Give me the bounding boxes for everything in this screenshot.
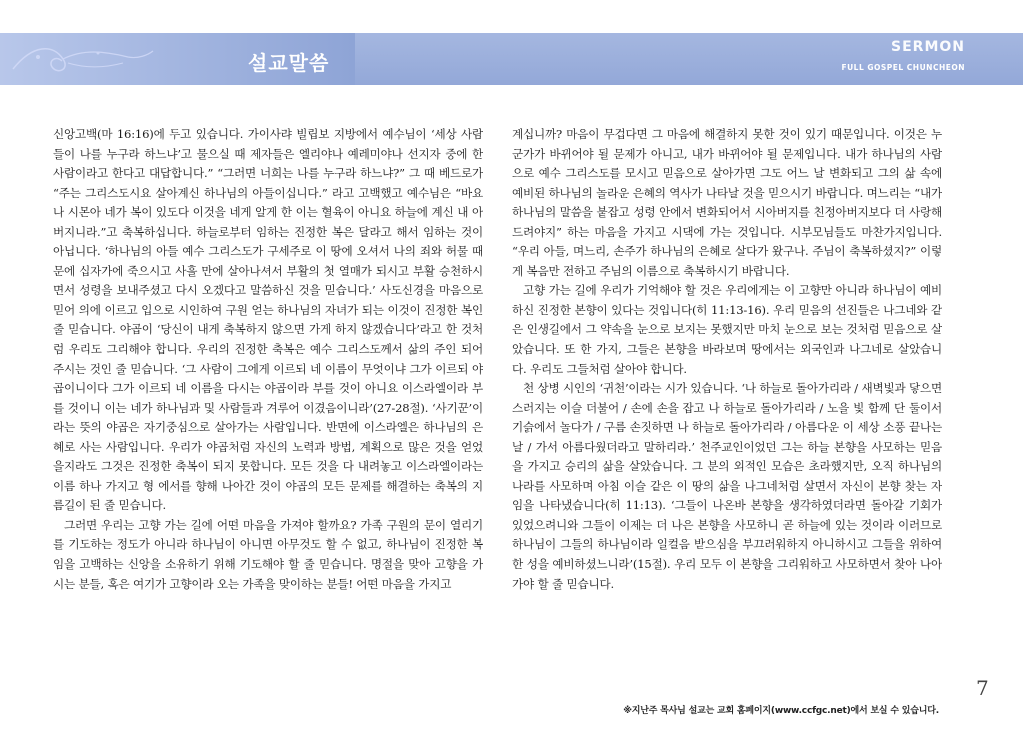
- brand-block: [841, 39, 965, 72]
- right-text-column: [512, 125, 942, 680]
- left-paragraph-1: 신앙고백(마 16:16)에 두고 있습니다. 가이사랴 빌립보 지방에서 예수님이 ‘세상 사람들이 나를 누구라 하느냐’고 물으실 때 제자들은 엘리야나 예레미야나 선지자 중에 한 사람이라고 한다고 대답합니다.” “그러면 너희는 나를 누구라 하느냐?” 그 때 베드로가 “주는 그리스도시요 살아계신 하나님의 아들이십니다.” 라고 고백했고 예수님은 “바요나 시몬아 네가 복이 있도다 이것을 네게 알게 한 이는 혈육이 아니요 하늘에 계신 내 아버지니라.”고 축복하십니다. 하늘로부터 임하는 진정한 복은 달라고 해서 임하는 것이 아닙니다. ‘하나님의 아들 예수 그리스도가 구세주로 이 땅에 오셔서 나의 죄와 허물 때문에 십자가에 죽으시고 사흘 만에 살아나셔서 부활의 첫 열매가 되시고 부활 승천하시면서 성령을 보내주셨고 다시 오겠다고 말씀하신 것을 믿습니다.’ 사도신경을 마음으로 믿어 의에 이르고 입으로 시인하여 구원 얻는 하나님의 자녀가 되는 이것이 진정한 복인 줄 믿습니다. 야곱이 ‘당신이 내게 축복하지 않으면 가게 하지 않겠습니다’라고 한 것처럼 우리도 그리해야 합니다. 우리의 진정한 축복은 예수 그리스도께서 삶의 주인 되어 주시는 것인 줄 믿습니다. ‘그 사람이 그에게 이르되 네 이름이 무엇이냐 그가 이르되 야곱이니이다 그가 이르되 네 이름을 다시는 야곱이라 부를 것이 아니요 이스라엘이라 부를 것이니 이는 네가 하나님과 및 사람들과 겨루어 이겼음이니라’(27-28절). ‘사기꾼’이라는 뜻의 야곱은 자기중심으로 살아가는 사람입니다. 반면에 이스라엘은 하나님의 은혜로 사는 사람입니다. 우리가 야곱처럼 자신의 노력과 방법, 계획으로 많은 것을 얻었을지라도 그것은 진정한 축복이 되지 못합니다. 모든 것을 다 내려놓고 이스라엘이라는 이름 하나 가지고 형 에서를 향해 나아간 것이 야곱의 모든 문제를 해결하는 축복의 지름길이 된 줄 믿습니다.: [53, 127, 483, 513]
- right-paragraph-3: 천 상병 시인의 ‘귀천’이라는 시가 있습니다. ‘나 하늘로 돌아가리라 / 새벽빛과 닿으면 스러지는 이슬 더불어 / 손에 손을 잡고 나 하늘로 돌아가리라 / 노을 빛 함께 단 둘이서 기슭에서 놀다가 / 구름 손짓하면 나 하늘로 돌아가리라 / 아름다운 이 세상 소풍 끝나는 날 / 가서 아름다웠더라고 말하리라.’ 천주교인이었던 그는 하늘 본향을 사모하는 믿음을 가지고 승리의 삶을 살았습니다. 그 분의 외적인 모습은 초라했지만, 오직 하나님의 나라를 사모하며 아침 이슬 같은 이 땅의 삶을 나그네처럼 살면서 자신이 본향 찾는 자임을 나타냈습니다(히 11:13). ‘그들이 나온바 본향을 생각하였더라면 돌아갈 기회가 있었으려니와 그들이 이제는 더 나은 본향을 사모하니 곧 하늘에 있는 것이라 이러므로 하나님이 그들의 하나님이라 일컬음 받으심을 부끄러워하지 아니하시고 그들을 위하여 한 성을 예비하셨느니라’(15절). 우리 모두 이 본향을 그리워하고 사모하면서 찾아 나아가야 할 줄 믿습니다.: [512, 381, 942, 591]
- left-text-column: [53, 125, 483, 680]
- page-title: 설교말씀: [248, 51, 330, 75]
- ornament-swirl-icon: [8, 39, 158, 79]
- right-paragraph-1: 계십니까? 마음이 무겁다면 그 마음에 해결하지 못한 것이 있기 때문입니다. 이것은 누군가가 바뀌어야 될 문제가 아니고, 내가 바뀌어야 될 문제입니다. 내가 하나님의 사람으로 예수 그리스도를 모시고 믿음으로 살아가면 그도 어느 날 변화되고 그의 삶 속에 예비된 하나님의 놀라운 은혜의 역사가 나타날 것을 믿으시기 바랍니다. 며느리는 “내가 하나님의 말씀을 붙잡고 성령 안에서 변화되어서 시아버지를 친정아버지보다 더 사랑해드려야지” 하는 마음을 가지고 시댁에 가는 것입니다. 시부모님들도 마찬가지입니다. “우리 아들, 며느리, 손주가 하나님의 은혜로 살다가 왔구나. 주님이 축복하셨지?” 이렇게 복음만 전하고 주님의 이름으로 축복하시기 바랍니다.: [512, 127, 942, 278]
- brand-sermon-label: SERMON: [891, 39, 965, 55]
- footnote: ※지난주 목사님 설교는 교회 홈페이지(www.ccfgc.net)에서 보실 수 있습니다.: [623, 706, 939, 716]
- header-title-tab: [0, 33, 355, 85]
- page-number: 7: [976, 676, 989, 700]
- header-band: [0, 33, 1023, 85]
- right-paragraph-2: 고향 가는 길에 우리가 기억해야 할 것은 우리에게는 이 고향만 아니라 하나님이 예비하신 진정한 본향이 있다는 것입니다(히 11:13-16). 우리 믿음의 선진들은 나그네와 같은 인생길에서 그 약속을 눈으로 보지는 못했지만 마치 눈으로 보는 것처럼 믿음으로 살았습니다. 또 한 가지, 그들은 본향을 바라보며 땅에서는 외국인과 나그네로 살았습니다. 우리도 그들처럼 살아야 합니다.: [512, 283, 942, 376]
- left-paragraph-2: 그러면 우리는 고향 가는 길에 어떤 마음을 가져야 할까요? 가족 구원의 문이 열리기를 기도하는 정도가 아니라 하나님이 아니면 아무것도 할 수 없고, 하나님이 진정한 복임을 고백하는 신앙을 소유하기 위해 기도해야 할 줄 믿습니다. 명절을 맞아 고향을 가시는 분들, 혹은 여기가 고향이라 오는 가족을 맞이하는 분들! 어떤 마음을 가지고: [53, 517, 483, 591]
- brand-church-label: FULL GOSPEL CHUNCHEON: [841, 63, 965, 72]
